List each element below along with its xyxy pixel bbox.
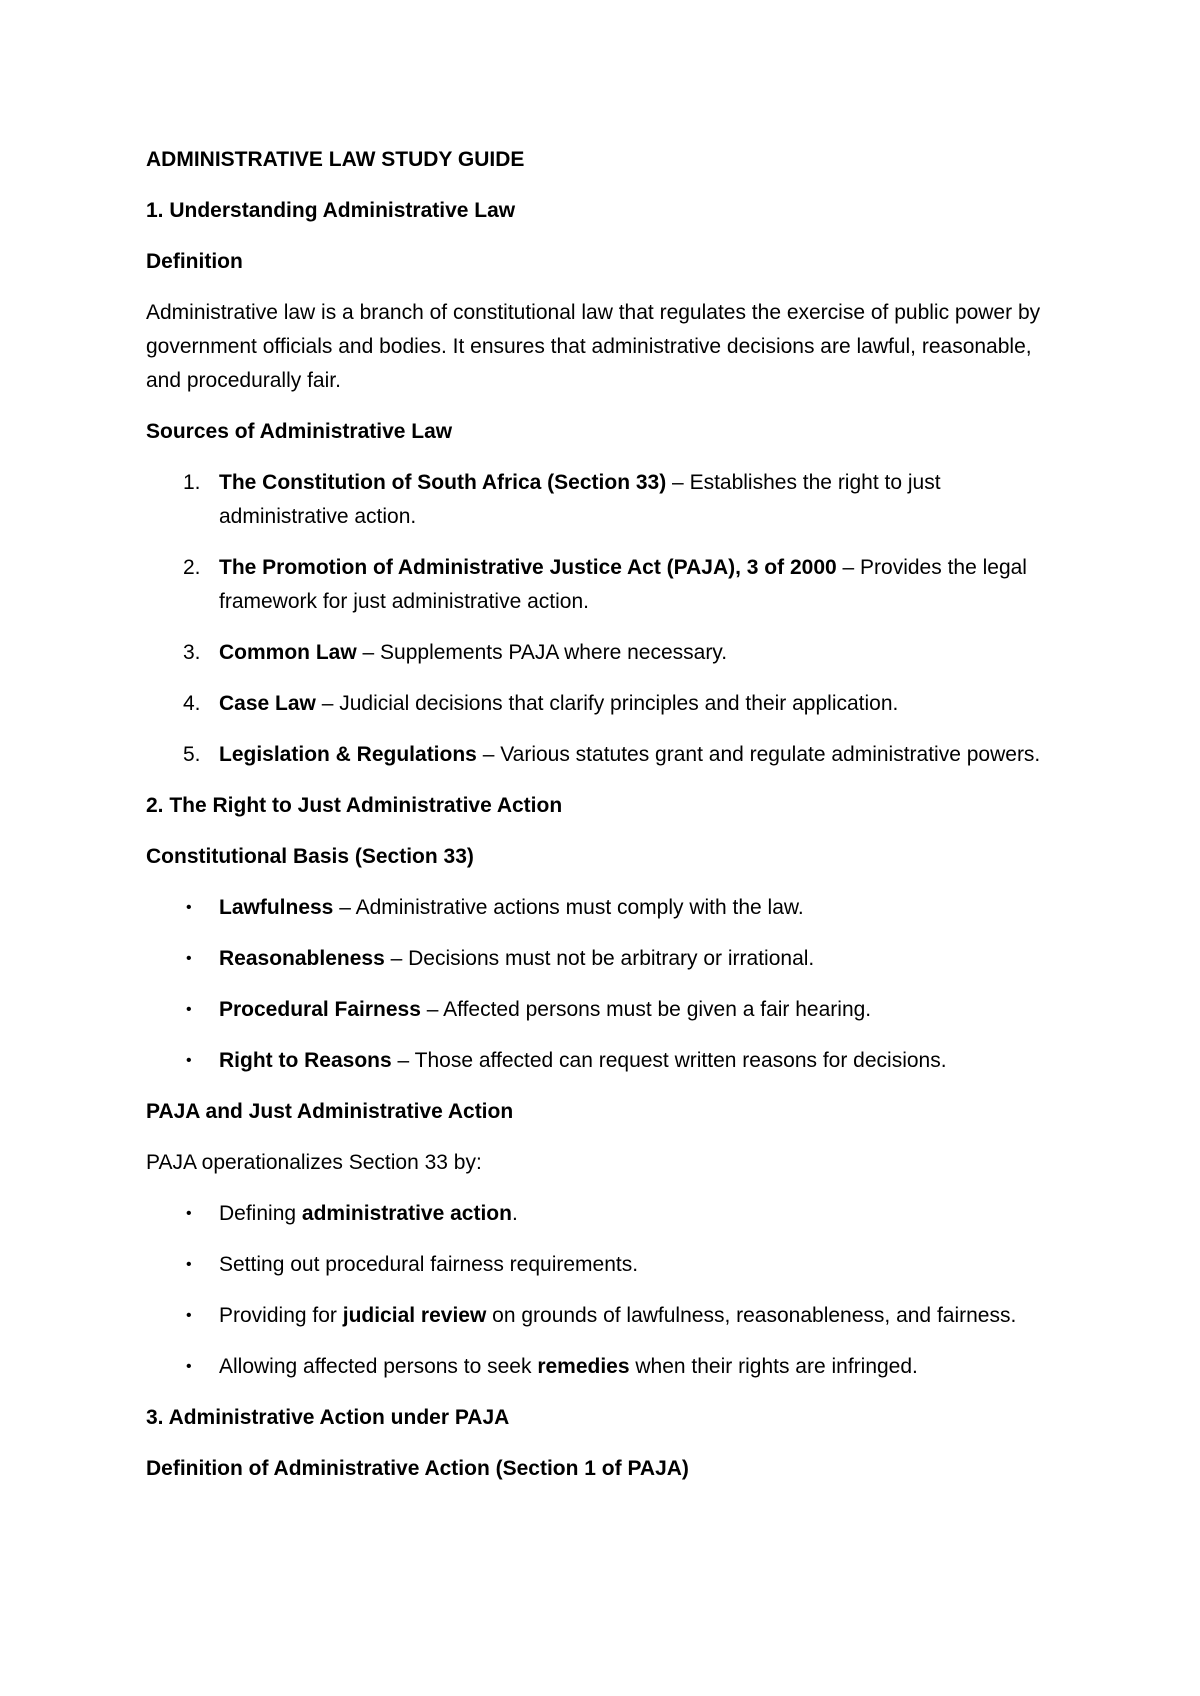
- paja-intro: PAJA operationalizes Section 33 by:: [146, 1151, 482, 1174]
- bullet-icon: •: [186, 950, 192, 967]
- list-term: Reasonableness: [219, 947, 385, 970]
- bullet-icon: •: [186, 1205, 192, 1222]
- list-term: The Promotion of Administrative Justice Act (PAJA), 3 of 2000: [219, 556, 837, 579]
- list-text: Allowing affected persons to seek: [219, 1355, 538, 1378]
- list-term: Right to Reasons: [219, 1049, 392, 1072]
- bullet-icon: •: [186, 1052, 192, 1069]
- list-desc: – Provides the legal framework for just administrative action.: [219, 556, 1027, 613]
- list-number: 2.: [183, 556, 201, 579]
- list-item: [146, 1197, 1066, 1231]
- constitutional-basis-heading: Constitutional Basis (Section 33): [146, 845, 474, 868]
- list-item: [146, 1248, 1066, 1282]
- list-term: judicial review: [342, 1304, 487, 1327]
- list-text: .: [511, 1202, 518, 1225]
- list-term: Case Law: [219, 692, 316, 715]
- list-item: [146, 942, 1066, 976]
- section-1-heading: 1. Understanding Administrative Law: [146, 199, 516, 222]
- list-desc: – Affected persons must be given a fair hearing.: [420, 998, 872, 1021]
- definition-heading: Definition: [146, 250, 243, 273]
- list-item: [146, 466, 1066, 534]
- basis-list: [146, 891, 1066, 1078]
- list-text: on grounds of lawfulness, reasonableness, and fairness.: [486, 1304, 1017, 1327]
- list-item: [146, 636, 1066, 670]
- definition-admin-action-heading: Definition of Administrative Action (Section 1 of PAJA): [146, 1457, 689, 1480]
- bullet-icon: •: [186, 1256, 192, 1273]
- list-item: [146, 1044, 1066, 1078]
- list-desc: – Various statutes grant and regulate administrative powers.: [476, 743, 1041, 766]
- list-item: [146, 891, 1066, 925]
- document-body: [146, 143, 1066, 1503]
- list-item: [146, 1350, 1066, 1384]
- bullet-icon: •: [186, 899, 192, 916]
- list-term: Procedural Fairness: [219, 998, 421, 1021]
- list-text: Providing for: [219, 1304, 343, 1327]
- list-desc: – Administrative actions must comply with the law.: [333, 896, 804, 919]
- list-desc: – Supplements PAJA where necessary.: [356, 641, 728, 664]
- definition-paragraph: Administrative law is a branch of constitutional law that regulates the exercise of public power by government officials and bodies. It ensures that administrative decisions are lawful, reasonable, and procedurally fair.: [146, 301, 1041, 392]
- section-2-heading: 2. The Right to Just Administrative Action: [146, 794, 563, 817]
- list-term: administrative action: [301, 1202, 512, 1225]
- bullet-icon: •: [186, 1358, 192, 1375]
- list-text: Setting out procedural fairness requirements.: [219, 1253, 639, 1276]
- list-number: 4.: [183, 692, 201, 715]
- document-title: ADMINISTRATIVE LAW STUDY GUIDE: [146, 148, 525, 171]
- list-item: [146, 1299, 1066, 1333]
- list-item: [146, 993, 1066, 1027]
- list-term: Lawfulness: [219, 896, 334, 919]
- list-item: [146, 738, 1066, 772]
- list-desc: – Decisions must not be arbitrary or irrational.: [384, 947, 815, 970]
- list-desc: – Those affected can request written reasons for decisions.: [391, 1049, 947, 1072]
- bullet-icon: •: [186, 1001, 192, 1018]
- list-term: The Constitution of South Africa (Section 33): [219, 471, 667, 494]
- paja-list: [146, 1197, 1066, 1384]
- list-number: 5.: [183, 743, 201, 766]
- list-item: [146, 687, 1066, 721]
- list-text: when their rights are infringed.: [629, 1355, 918, 1378]
- paja-heading: PAJA and Just Administrative Action: [146, 1100, 514, 1123]
- sources-heading: Sources of Administrative Law: [146, 420, 453, 443]
- list-number: 1.: [183, 471, 201, 494]
- list-term: remedies: [537, 1355, 630, 1378]
- list-text: Defining: [219, 1202, 302, 1225]
- list-number: 3.: [183, 641, 201, 664]
- list-item: [146, 551, 1066, 619]
- bullet-icon: •: [186, 1307, 192, 1324]
- list-desc: – Judicial decisions that clarify principles and their application.: [315, 692, 899, 715]
- section-3-heading: 3. Administrative Action under PAJA: [146, 1406, 510, 1429]
- list-term: Legislation & Regulations: [219, 743, 477, 766]
- sources-list: [146, 466, 1066, 772]
- list-desc: – Establishes the right to just administrative action.: [219, 471, 941, 528]
- list-term: Common Law: [219, 641, 357, 664]
